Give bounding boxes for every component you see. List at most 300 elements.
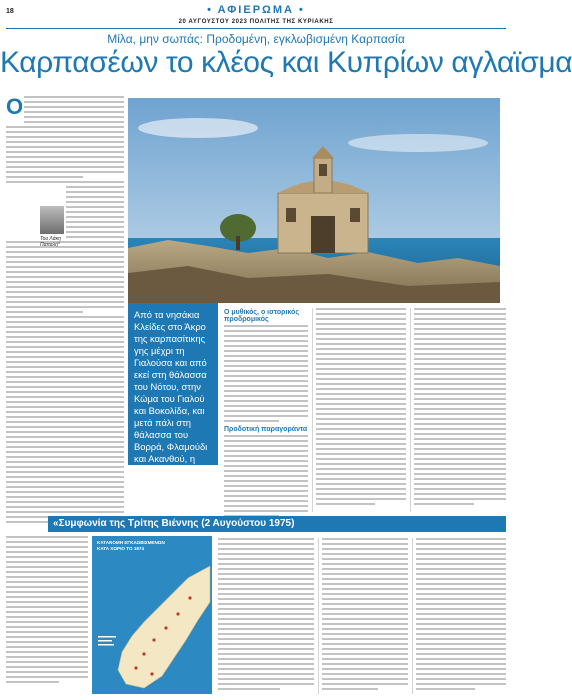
text-line: [218, 598, 314, 600]
text-line: [322, 548, 408, 550]
text-line: [322, 623, 408, 625]
enclave-map: [92, 536, 212, 694]
text-line: [6, 291, 124, 293]
text-line: [218, 553, 314, 555]
text-line: [218, 558, 314, 560]
text-line: [322, 653, 408, 655]
body-column-8: [416, 538, 506, 693]
text-line: [414, 428, 506, 430]
text-line: [224, 350, 308, 352]
text-line: [6, 556, 88, 558]
village-marker: [142, 652, 145, 655]
text-line: [24, 121, 124, 123]
text-line: [316, 458, 406, 460]
text-line: [6, 381, 124, 383]
column-text: [6, 536, 88, 683]
text-line: [416, 608, 506, 610]
text-line: [322, 563, 408, 565]
text-line: [316, 423, 406, 425]
text-line: [322, 543, 408, 545]
text-line: [416, 623, 506, 625]
text-line: [316, 363, 406, 365]
article-headline: Καρπασέων το κλέος και Κυπρίων αγλαϊσμα: [0, 46, 572, 79]
text-line: [316, 358, 406, 360]
text-line: [24, 101, 124, 103]
text-line: [6, 551, 88, 553]
text-line: [6, 401, 124, 403]
village-marker: [188, 596, 191, 599]
column-text: [218, 538, 314, 690]
text-line: [6, 561, 88, 563]
text-line: [316, 493, 406, 495]
text-line: [218, 618, 314, 620]
text-line: [6, 446, 124, 448]
text-line: [416, 568, 506, 570]
text-line: [316, 343, 406, 345]
text-line: [6, 486, 124, 488]
text-line: [316, 353, 406, 355]
subhead: Προδοτική παραγοράντα: [224, 426, 308, 433]
author-photo: [40, 206, 64, 234]
text-line: [416, 678, 506, 680]
text-line: [6, 316, 124, 318]
text-line: [414, 448, 506, 450]
column-text: [316, 308, 406, 505]
map-label-line: [98, 636, 116, 638]
text-line: [316, 338, 406, 340]
text-line: [322, 663, 408, 665]
text-line: [414, 503, 474, 505]
text-line: [218, 538, 314, 540]
village-marker: [152, 638, 155, 641]
text-line: [414, 373, 506, 375]
text-line: [414, 338, 506, 340]
text-line: [218, 563, 314, 565]
text-line: [6, 271, 124, 273]
text-line: [322, 558, 408, 560]
text-line: [414, 358, 506, 360]
text-line: [416, 583, 506, 585]
text-line: [218, 623, 314, 625]
text-line: [6, 276, 124, 278]
text-line: [316, 393, 406, 395]
text-line: [224, 495, 308, 497]
text-line: [224, 345, 308, 347]
text-line: [218, 628, 314, 630]
text-line: [414, 308, 506, 310]
column-text: [416, 538, 506, 690]
text-line: [414, 388, 506, 390]
text-line: [6, 456, 124, 458]
text-line: [6, 421, 124, 423]
text-line: [6, 656, 88, 658]
pull-quote-box: Από τα νησάκια Κλείδες στο Άκρο της καρπασίτικης γης μέχρι τη Γιαλούσα και από εκεί στη θάλασσα του Νότου, στην Κώμα του Γιαλού και Βοκολίδα, και μετά πάλι στη θάλασσα του Βορρά, Φλαμούδι και Ακανθού, η θάλασσα είναι παντού: [128, 303, 218, 465]
text-line: [322, 608, 408, 610]
text-line: [66, 186, 124, 188]
text-line: [6, 346, 124, 348]
text-line: [322, 553, 408, 555]
text-line: [24, 96, 124, 98]
text-line: [322, 673, 408, 675]
text-line: [6, 496, 124, 498]
text-line: [218, 633, 314, 635]
body-column-5: [6, 536, 88, 686]
text-line: [414, 463, 506, 465]
text-line: [6, 621, 88, 623]
text-line: [6, 631, 88, 633]
text-line: [6, 126, 124, 128]
text-line: [6, 256, 124, 258]
text-line: [322, 613, 408, 615]
text-line: [322, 568, 408, 570]
text-line: [6, 606, 88, 608]
text-line: [6, 476, 124, 478]
text-line: [414, 413, 506, 415]
date-line: 20 ΑΥΓΟΥΣΤΟΥ 2023 ΠΟΛΙΤΗΣ ΤΗΣ ΚΥΡΙΑΚΗΣ: [178, 19, 334, 25]
text-line: [322, 678, 408, 680]
text-line: [322, 538, 408, 540]
text-line: [316, 378, 406, 380]
text-line: [316, 308, 406, 310]
text-line: [6, 311, 83, 313]
text-line: [316, 333, 406, 335]
text-line: [6, 471, 124, 473]
column-divider: [312, 308, 313, 512]
text-line: [414, 368, 506, 370]
text-line: [322, 593, 408, 595]
text-line: [416, 593, 506, 595]
text-line: [6, 586, 88, 588]
text-line: [6, 676, 88, 678]
text-line: [322, 683, 408, 685]
text-line: [322, 648, 408, 650]
text-line: [416, 688, 475, 690]
text-line: [6, 506, 124, 508]
text-line: [6, 301, 124, 303]
body-column-4: [414, 308, 506, 508]
text-line: [6, 351, 124, 353]
text-line: [24, 106, 124, 108]
text-line: [316, 433, 406, 435]
text-line: [224, 460, 308, 462]
body-column-3: [316, 308, 406, 508]
text-line: [6, 611, 88, 613]
text-line: [414, 348, 506, 350]
text-line: [322, 583, 408, 585]
drop-cap: Ο: [6, 94, 24, 119]
text-line: [66, 201, 124, 203]
text-line: [414, 313, 506, 315]
text-line: [416, 573, 506, 575]
column-text: [224, 435, 308, 517]
text-line: [66, 231, 124, 233]
text-line: [224, 445, 308, 447]
text-line: [316, 428, 406, 430]
text-line: [6, 286, 124, 288]
column-text: [322, 538, 408, 690]
body-column-2: [224, 308, 308, 520]
text-line: [6, 651, 88, 653]
text-line: [224, 340, 308, 342]
text-line: [414, 353, 506, 355]
text-line: [316, 408, 406, 410]
text-line: [224, 390, 308, 392]
text-line: [416, 553, 506, 555]
text-line: [218, 603, 314, 605]
text-line: [6, 181, 124, 183]
text-line: [322, 638, 408, 640]
text-line: [322, 628, 408, 630]
text-line: [322, 688, 378, 690]
text-line: [6, 491, 124, 493]
text-line: [224, 415, 308, 417]
text-line: [6, 171, 124, 173]
text-line: [224, 380, 308, 382]
text-line: [416, 598, 506, 600]
text-line: [218, 593, 314, 595]
text-line: [224, 330, 308, 332]
text-line: [316, 413, 406, 415]
text-line: [6, 546, 88, 548]
text-line: [414, 318, 506, 320]
text-line: [416, 638, 506, 640]
text-line: [6, 146, 124, 148]
body-column-6: [218, 538, 314, 693]
text-line: [6, 431, 124, 433]
article-kicker: Μίλα, μην σωπάς: Προδομένη, εγκλωβισμένη Καρπασία: [107, 32, 405, 46]
text-line: [414, 418, 506, 420]
text-line: [24, 116, 124, 118]
text-line: [416, 543, 506, 545]
text-line: [224, 410, 308, 412]
text-line: [224, 485, 308, 487]
text-line: [6, 626, 88, 628]
text-line: [414, 423, 506, 425]
text-line: [24, 111, 124, 113]
text-line: [6, 136, 124, 138]
text-line: [316, 368, 406, 370]
village-marker: [150, 672, 153, 675]
text-line: [6, 666, 88, 668]
text-line: [6, 151, 124, 153]
text-line: [218, 658, 314, 660]
text-line: [218, 543, 314, 545]
text-line: [224, 385, 308, 387]
text-line: [218, 608, 314, 610]
text-line: [316, 313, 406, 315]
text-line: [6, 426, 124, 428]
text-line: [66, 236, 124, 238]
column-divider: [410, 308, 411, 512]
text-line: [6, 616, 88, 618]
text-line: [6, 356, 124, 358]
text-line: [224, 370, 308, 372]
text-line: [224, 355, 308, 357]
text-line: [218, 663, 314, 665]
text-line: [316, 463, 406, 465]
text-line: [218, 638, 314, 640]
map-label-line: [98, 640, 112, 642]
text-line: [316, 418, 406, 420]
text-line: [316, 478, 406, 480]
text-line: [414, 433, 506, 435]
text-line: [224, 435, 308, 437]
text-line: [414, 343, 506, 345]
text-line: [6, 441, 124, 443]
text-line: [224, 465, 308, 467]
text-line: [414, 458, 506, 460]
text-line: [6, 176, 83, 178]
text-line: [218, 613, 314, 615]
text-line: [316, 373, 406, 375]
text-line: [224, 505, 308, 507]
text-line: [414, 383, 506, 385]
text-line: [66, 221, 124, 223]
text-line: [218, 643, 314, 645]
text-line: [66, 226, 124, 228]
text-line: [316, 453, 406, 455]
map-illustration: [92, 536, 212, 694]
text-line: [322, 603, 408, 605]
text-line: [6, 261, 124, 263]
text-line: [416, 613, 506, 615]
text-line: [416, 588, 506, 590]
section-tag: • ΑΦΙΕΡΩΜΑ •: [207, 4, 305, 16]
text-line: [224, 420, 279, 422]
text-line: [316, 468, 406, 470]
text-line: [6, 366, 124, 368]
text-line: [414, 323, 506, 325]
text-line: [414, 468, 506, 470]
text-line: [414, 408, 506, 410]
text-line: [6, 131, 124, 133]
text-line: [6, 321, 124, 323]
text-line: [416, 658, 506, 660]
text-line: [6, 156, 124, 158]
text-line: [414, 478, 506, 480]
text-line: [416, 548, 506, 550]
text-line: [6, 391, 124, 393]
map-label-line: [98, 644, 114, 646]
text-line: [224, 325, 308, 327]
text-line: [66, 191, 124, 193]
text-line: [6, 566, 88, 568]
column-text: [6, 96, 124, 523]
text-line: [224, 360, 308, 362]
text-line: [6, 461, 124, 463]
text-line: [218, 683, 314, 685]
text-line: [316, 403, 406, 405]
text-line: [6, 306, 124, 308]
text-line: [414, 328, 506, 330]
text-line: [218, 688, 280, 690]
village-marker: [176, 612, 179, 615]
text-line: [414, 443, 506, 445]
text-line: [316, 448, 406, 450]
text-line: [6, 596, 88, 598]
text-line: [224, 475, 308, 477]
text-line: [416, 538, 506, 540]
text-line: [224, 365, 308, 367]
text-line: [218, 668, 314, 670]
text-line: [416, 643, 506, 645]
text-line: [414, 363, 506, 365]
text-line: [322, 618, 408, 620]
text-line: [416, 663, 506, 665]
text-line: [218, 548, 314, 550]
text-line: [6, 511, 124, 513]
text-line: [6, 636, 88, 638]
column-divider: [412, 538, 413, 694]
text-line: [416, 668, 506, 670]
text-line: [218, 678, 314, 680]
text-line: [416, 648, 506, 650]
text-line: [416, 628, 506, 630]
text-line: [316, 318, 406, 320]
text-line: [322, 588, 408, 590]
text-line: [66, 211, 124, 213]
text-line: [6, 326, 124, 328]
text-line: [224, 400, 308, 402]
text-line: [6, 336, 124, 338]
text-line: [316, 383, 406, 385]
text-line: [416, 633, 506, 635]
text-line: [316, 473, 406, 475]
text-line: [224, 405, 308, 407]
column-text: [224, 325, 308, 422]
text-line: [6, 601, 88, 603]
text-line: [224, 470, 308, 472]
page-number: 18: [6, 8, 14, 15]
text-line: [316, 398, 406, 400]
text-line: [316, 488, 406, 490]
text-line: [218, 648, 314, 650]
text-line: [414, 438, 506, 440]
text-line: [6, 251, 124, 253]
text-line: [414, 488, 506, 490]
text-line: [6, 341, 124, 343]
text-line: [6, 416, 124, 418]
text-line: [414, 483, 506, 485]
text-line: [224, 490, 308, 492]
text-line: [66, 216, 124, 218]
subhead: Ο μυθικός, ο ιστορικός προδρομικός: [224, 309, 299, 323]
text-line: [224, 510, 308, 512]
text-line: [414, 453, 506, 455]
text-line: [224, 375, 308, 377]
text-line: [6, 266, 124, 268]
text-line: [322, 633, 408, 635]
text-line: [218, 653, 314, 655]
text-line: [224, 500, 308, 502]
text-line: [6, 661, 88, 663]
text-line: [316, 503, 375, 505]
text-line: [6, 581, 88, 583]
author-caption: Του Λάκη Παπαλή*: [40, 236, 61, 248]
text-line: [414, 333, 506, 335]
text-line: [322, 578, 408, 580]
text-line: [416, 578, 506, 580]
text-line: [6, 141, 124, 143]
text-line: [6, 376, 124, 378]
text-line: [6, 161, 124, 163]
text-line: [6, 371, 124, 373]
text-line: [6, 571, 88, 573]
text-line: [66, 206, 124, 208]
text-line: [414, 398, 506, 400]
text-line: [6, 501, 124, 503]
text-line: [416, 673, 506, 675]
